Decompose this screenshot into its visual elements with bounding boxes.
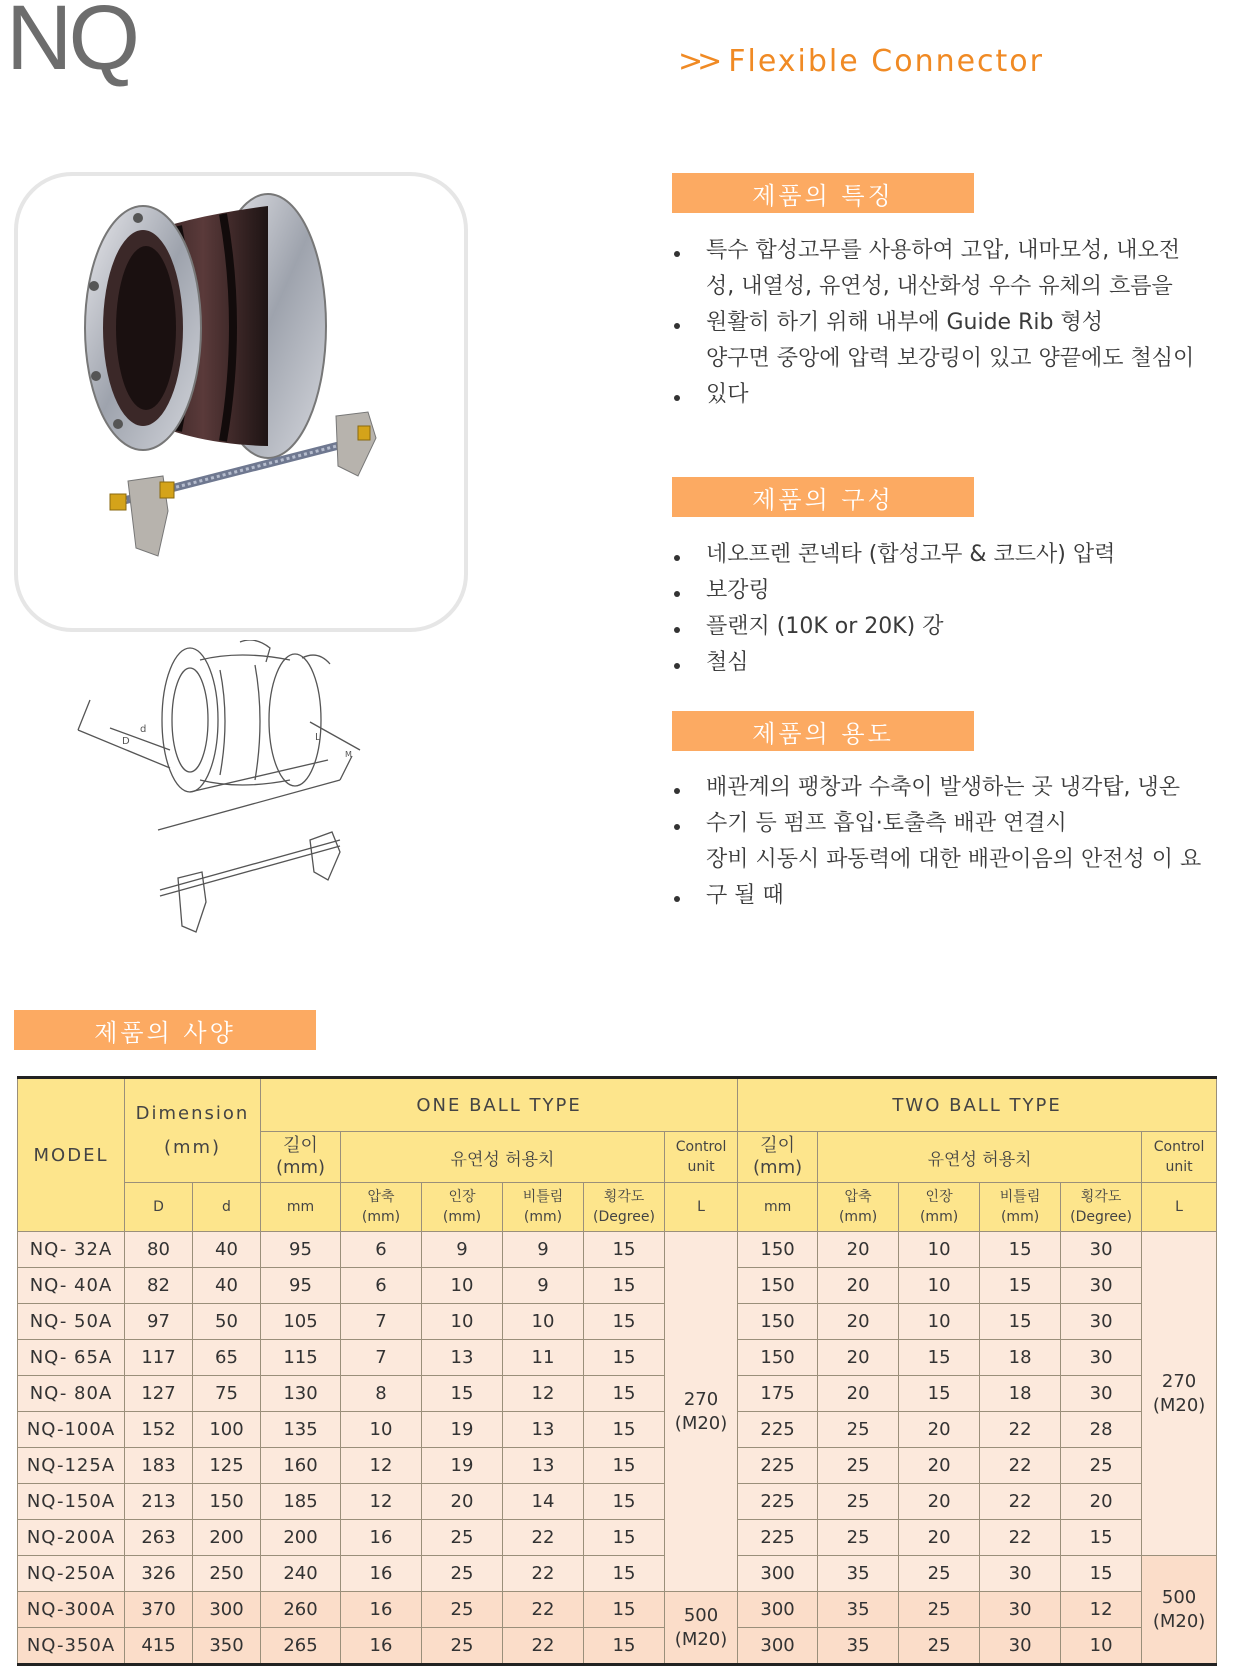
control-value: 270	[1161, 1370, 1197, 1392]
two-ball-cell: 20	[899, 1412, 980, 1448]
two-ball-cell: 150	[738, 1268, 818, 1304]
two-ball-cell: 20	[899, 1484, 980, 1520]
header-two-length-label: 길이	[760, 1135, 795, 1156]
one-ball-cell: 15	[584, 1268, 665, 1304]
header-two-twist-unit: (mm)	[1000, 1209, 1040, 1225]
model-cell: NQ-250A	[18, 1556, 125, 1592]
header-dimension-unit: (mm)	[163, 1136, 222, 1158]
one-ball-cell: 15	[584, 1340, 665, 1376]
one-ball-cell: 135	[261, 1412, 341, 1448]
dim-D-cell: 326	[125, 1556, 193, 1592]
one-ball-cell: 15	[584, 1556, 665, 1592]
model-cell: NQ- 80A	[18, 1376, 125, 1412]
header-one-tension	[422, 1183, 503, 1232]
two-ball-cell: 30	[1061, 1340, 1142, 1376]
table-row	[18, 1412, 1217, 1448]
two-ball-cell: 25	[899, 1556, 980, 1592]
header-one-length-unit: (mm)	[275, 1157, 326, 1178]
spec-table-body	[18, 1232, 1217, 1665]
model-cell: NQ-200A	[18, 1520, 125, 1556]
two-ball-cell: 35	[818, 1628, 899, 1665]
header-two-compress	[818, 1183, 899, 1232]
header-two-twist-label: 비틀림	[999, 1189, 1041, 1205]
model-cell: NQ-350A	[18, 1628, 125, 1665]
label-M: M	[345, 750, 352, 759]
one-ball-cell: 265	[261, 1628, 341, 1665]
list-item: 구 될 때	[672, 878, 1201, 914]
one-ball-cell: 16	[341, 1520, 422, 1556]
two-ball-cell: 150	[738, 1340, 818, 1376]
one-ball-cell: 10	[422, 1268, 503, 1304]
control-bolt: (M20)	[1152, 1610, 1206, 1632]
one-ball-cell: 95	[261, 1268, 341, 1304]
model-cell: NQ-300A	[18, 1592, 125, 1628]
product-photo-illustration	[18, 176, 464, 628]
header-two-mm: mm	[738, 1183, 818, 1232]
model-cell: NQ-125A	[18, 1448, 125, 1484]
header-two-tension-label: 인장	[925, 1189, 953, 1205]
header-two-tension	[899, 1183, 980, 1232]
header-one-control	[665, 1132, 738, 1183]
label-L: L	[315, 732, 321, 743]
header-one-control-label: Control	[675, 1139, 727, 1155]
one-ball-cell: 15	[584, 1232, 665, 1268]
model-cell: NQ- 50A	[18, 1304, 125, 1340]
header-two-tension-unit: (mm)	[919, 1209, 959, 1225]
dim-d-cell: 75	[193, 1376, 261, 1412]
two-ball-cell: 30	[980, 1628, 1061, 1665]
one-ball-cell: 9	[422, 1232, 503, 1268]
one-ball-cell: 10	[341, 1412, 422, 1448]
one-ball-cell: 15	[584, 1592, 665, 1628]
one-ball-cell: 12	[341, 1448, 422, 1484]
one-ball-cell: 105	[261, 1304, 341, 1340]
features-tag: 제품의 특징	[672, 173, 974, 213]
header-dimension-label: Dimension	[135, 1102, 250, 1124]
table-row	[18, 1304, 1217, 1340]
two-ball-cell: 225	[738, 1448, 818, 1484]
two-ball-cell: 15	[980, 1268, 1061, 1304]
usage-tag: 제품의 용도	[672, 711, 974, 751]
two-ball-cell: 30	[1061, 1304, 1142, 1340]
one-ball-cell: 22	[503, 1556, 584, 1592]
one-ball-cell: 25	[422, 1592, 503, 1628]
two-ball-cell: 10	[1061, 1628, 1142, 1665]
two-ball-cell: 20	[899, 1520, 980, 1556]
table-row	[18, 1376, 1217, 1412]
header-two-compress-unit: (mm)	[838, 1209, 878, 1225]
two-ball-cell: 30	[980, 1592, 1061, 1628]
list-item: 플랜지 (10K or 20K) 강	[672, 609, 1115, 645]
composition-tag: 제품의 구성	[672, 477, 974, 517]
header-two-angular-unit: (Degree)	[1070, 1209, 1133, 1225]
two-ball-cell: 12	[1061, 1592, 1142, 1628]
two-ball-cell: 25	[899, 1628, 980, 1665]
header-dimension	[125, 1078, 261, 1183]
two-ball-cell: 25	[818, 1520, 899, 1556]
one-ball-cell: 22	[503, 1628, 584, 1665]
one-ball-cell: 200	[261, 1520, 341, 1556]
one-ball-cell: 22	[503, 1520, 584, 1556]
one-ball-cell: 12	[503, 1376, 584, 1412]
table-row	[18, 1556, 1217, 1592]
two-ball-cell: 30	[1061, 1268, 1142, 1304]
two-ball-cell: 300	[738, 1592, 818, 1628]
header-one-angular	[584, 1183, 665, 1232]
two-ball-cell: 20	[1061, 1484, 1142, 1520]
two-ball-cell: 15	[899, 1340, 980, 1376]
header-one-twist-unit: (mm)	[523, 1209, 563, 1225]
two-ball-cell: 225	[738, 1484, 818, 1520]
two-ball-cell: 10	[899, 1232, 980, 1268]
dim-d-cell: 40	[193, 1268, 261, 1304]
model-cell: NQ-100A	[18, 1412, 125, 1448]
header-two-control-unit: unit	[1165, 1159, 1193, 1175]
model-cell: NQ- 32A	[18, 1232, 125, 1268]
two-ball-cell: 10	[899, 1268, 980, 1304]
header-one-L: L	[665, 1183, 738, 1232]
two-ball-cell: 25	[1061, 1448, 1142, 1484]
product-subtitle	[678, 44, 1044, 79]
chevron-right-icon: >>	[678, 44, 717, 79]
header-one-twist	[503, 1183, 584, 1232]
spec-tag: 제품의 사양	[14, 1010, 316, 1050]
dim-D-cell: 97	[125, 1304, 193, 1340]
dim-d-cell: 125	[193, 1448, 261, 1484]
two-ball-cell: 15	[1061, 1556, 1142, 1592]
list-item: 배관계의 팽창과 수축이 발생하는 곳 냉각탑, 냉온	[672, 770, 1201, 806]
dim-D-cell: 263	[125, 1520, 193, 1556]
two-ball-cell: 22	[980, 1484, 1061, 1520]
header-two-angular-label: 횡각도	[1080, 1189, 1122, 1205]
two-ball-cell: 300	[738, 1628, 818, 1665]
control-bolt: (M20)	[674, 1412, 728, 1434]
two-ball-cell: 150	[738, 1304, 818, 1340]
header-model: MODEL	[18, 1078, 125, 1232]
one-ball-cell: 9	[503, 1232, 584, 1268]
one-ball-cell: 10	[422, 1304, 503, 1340]
model-cell: NQ-150A	[18, 1484, 125, 1520]
model-cell: NQ- 40A	[18, 1268, 125, 1304]
one-ball-cell: 13	[422, 1340, 503, 1376]
two-ball-cell: 15	[980, 1232, 1061, 1268]
one-ball-cell: 22	[503, 1592, 584, 1628]
one-ball-cell: 16	[341, 1628, 422, 1665]
header-one-control-unit: unit	[687, 1159, 715, 1175]
one-ball-cell: 9	[503, 1268, 584, 1304]
dim-d-cell: 200	[193, 1520, 261, 1556]
dim-D-cell: 80	[125, 1232, 193, 1268]
two-ball-cell: 25	[899, 1592, 980, 1628]
one-ball-cell: 11	[503, 1340, 584, 1376]
list-item: 수기 등 펌프 흡입·토출측 배관 연결시	[672, 806, 1201, 842]
header-one-angular-unit: (Degree)	[593, 1209, 655, 1225]
two-ball-cell: 20	[818, 1232, 899, 1268]
dimension-diagram-drawing	[70, 640, 410, 960]
usage-list	[672, 770, 1201, 914]
one-ball-cell: 15	[584, 1412, 665, 1448]
subtitle-text: Flexible Connector	[728, 44, 1044, 79]
dim-D-cell: 152	[125, 1412, 193, 1448]
two-ball-cell: 35	[818, 1556, 899, 1592]
header-one-mm: mm	[261, 1183, 341, 1232]
two-ball-cell: 20	[899, 1448, 980, 1484]
header-two-length	[738, 1132, 818, 1183]
two-ball-cell: 175	[738, 1376, 818, 1412]
list-item: 장비 시동시 파동력에 대한 배관이음의 안전성 이 요	[706, 847, 1202, 872]
dim-D-cell: 415	[125, 1628, 193, 1665]
one-ball-cell: 15	[584, 1484, 665, 1520]
header-one-tension-unit: (mm)	[442, 1209, 482, 1225]
one-ball-cell: 16	[341, 1592, 422, 1628]
one-ball-cell: 10	[503, 1304, 584, 1340]
one-ball-cell: 12	[341, 1484, 422, 1520]
dim-d-cell: 100	[193, 1412, 261, 1448]
control-value: 270	[683, 1388, 719, 1410]
dim-d-cell: 250	[193, 1556, 261, 1592]
header-two-length-unit: (mm)	[753, 1157, 803, 1178]
table-row	[18, 1484, 1217, 1520]
one-ball-cell: 16	[341, 1556, 422, 1592]
two-ball-cell: 20	[818, 1340, 899, 1376]
dim-d-cell: 50	[193, 1304, 261, 1340]
header-one-twist-label: 비틀림	[522, 1189, 564, 1205]
two-ball-cell: 225	[738, 1412, 818, 1448]
header-one-length-label: 길이	[283, 1135, 318, 1156]
two-ball-cell: 30	[980, 1556, 1061, 1592]
header-two-twist	[980, 1183, 1061, 1232]
header-one-compress-unit: (mm)	[361, 1209, 401, 1225]
one-ball-cell: 25	[422, 1520, 503, 1556]
control-bolt: (M20)	[1152, 1394, 1206, 1416]
header-one-compress-label: 압축	[367, 1189, 395, 1205]
dim-d-cell: 150	[193, 1484, 261, 1520]
header-two-angular	[1061, 1183, 1142, 1232]
one-ball-cell: 185	[261, 1484, 341, 1520]
list-item: 네오프렌 콘넥타 (합성고무 & 코드사) 압력	[672, 537, 1115, 573]
spec-table	[17, 1076, 1217, 1666]
dim-d-cell: 350	[193, 1628, 261, 1665]
dim-D-cell: 127	[125, 1376, 193, 1412]
one-ball-cell: 8	[341, 1376, 422, 1412]
header-two-control-label: Control	[1153, 1139, 1205, 1155]
one-ball-cell: 15	[584, 1448, 665, 1484]
dim-D-cell: 370	[125, 1592, 193, 1628]
one-ball-cell: 6	[341, 1232, 422, 1268]
one-ball-cell: 115	[261, 1340, 341, 1376]
list-item: 철심	[672, 645, 1115, 681]
list-item: 성, 내열성, 유연성, 내산화성 우수 유체의 흐름을	[706, 274, 1173, 299]
header-two-tolerance: 유연성 허용치	[818, 1132, 1142, 1183]
dim-D-cell: 117	[125, 1340, 193, 1376]
one-ball-cell: 15	[584, 1520, 665, 1556]
one-ball-cell: 14	[503, 1484, 584, 1520]
dim-D-cell: 82	[125, 1268, 193, 1304]
two-ball-cell: 22	[980, 1448, 1061, 1484]
dim-d-cell: 40	[193, 1232, 261, 1268]
header-one-compress	[341, 1183, 422, 1232]
header-one-angular-label: 횡각도	[603, 1189, 645, 1205]
two-ball-cell: 20	[818, 1376, 899, 1412]
one-ball-cell: 13	[503, 1448, 584, 1484]
two-control-cell	[1142, 1556, 1217, 1665]
one-ball-cell: 19	[422, 1412, 503, 1448]
product-photo	[14, 172, 468, 632]
table-row	[18, 1268, 1217, 1304]
list-item: 특수 합성고무를 사용하여 고압, 내마모성, 내오전	[672, 233, 1194, 269]
two-ball-cell: 35	[818, 1592, 899, 1628]
header-two-control	[1142, 1132, 1217, 1183]
one-ball-cell: 160	[261, 1448, 341, 1484]
two-ball-cell: 20	[818, 1304, 899, 1340]
one-ball-cell: 240	[261, 1556, 341, 1592]
table-row	[18, 1448, 1217, 1484]
control-value: 500	[1161, 1586, 1197, 1608]
two-ball-cell: 25	[818, 1412, 899, 1448]
table-row	[18, 1340, 1217, 1376]
one-ball-cell: 95	[261, 1232, 341, 1268]
dimension-diagram	[70, 640, 410, 960]
features-list	[672, 233, 1194, 413]
dim-D-cell: 183	[125, 1448, 193, 1484]
control-value: 500	[683, 1604, 719, 1626]
dim-D-cell: 213	[125, 1484, 193, 1520]
two-control-cell	[1142, 1232, 1217, 1556]
control-bolt: (M20)	[674, 1628, 728, 1650]
two-ball-cell: 25	[818, 1448, 899, 1484]
label-d: d	[140, 724, 147, 735]
table-row	[18, 1592, 1217, 1628]
header-d: d	[193, 1183, 261, 1232]
one-ball-cell: 13	[503, 1412, 584, 1448]
header-two-compress-label: 압축	[844, 1189, 872, 1205]
header-one-tension-label: 인장	[448, 1189, 476, 1205]
one-ball-cell: 19	[422, 1448, 503, 1484]
header-one-length	[261, 1132, 341, 1183]
two-ball-cell: 30	[1061, 1376, 1142, 1412]
one-ball-cell: 15	[584, 1628, 665, 1665]
one-ball-cell: 15	[584, 1304, 665, 1340]
table-row	[18, 1628, 1217, 1665]
one-ball-cell: 130	[261, 1376, 341, 1412]
two-ball-cell: 22	[980, 1520, 1061, 1556]
one-ball-cell: 15	[584, 1376, 665, 1412]
two-ball-cell: 30	[1061, 1232, 1142, 1268]
one-control-cell	[665, 1232, 738, 1592]
two-ball-cell: 15	[980, 1304, 1061, 1340]
model-cell: NQ- 65A	[18, 1340, 125, 1376]
two-ball-cell: 25	[818, 1484, 899, 1520]
one-ball-cell: 25	[422, 1628, 503, 1665]
two-ball-cell: 20	[818, 1268, 899, 1304]
table-row	[18, 1232, 1217, 1268]
one-ball-cell: 6	[341, 1268, 422, 1304]
composition-list	[672, 537, 1115, 681]
two-ball-cell: 225	[738, 1520, 818, 1556]
one-ball-cell: 20	[422, 1484, 503, 1520]
one-ball-cell: 7	[341, 1304, 422, 1340]
two-ball-cell: 10	[899, 1304, 980, 1340]
two-ball-cell: 300	[738, 1556, 818, 1592]
two-ball-cell: 22	[980, 1412, 1061, 1448]
list-item: 보강링	[672, 573, 1115, 609]
header-D: D	[125, 1183, 193, 1232]
dim-d-cell: 65	[193, 1340, 261, 1376]
one-ball-cell: 25	[422, 1556, 503, 1592]
header-two-ball: TWO BALL TYPE	[738, 1078, 1217, 1132]
header-two-L: L	[1142, 1183, 1217, 1232]
list-item: 원활히 하기 위해 내부에 Guide Rib 형성	[672, 305, 1194, 341]
two-ball-cell: 15	[1061, 1520, 1142, 1556]
table-row	[18, 1520, 1217, 1556]
two-ball-cell: 28	[1061, 1412, 1142, 1448]
list-item: 양구면 중앙에 압력 보강링이 있고 양끝에도 철심이	[706, 346, 1195, 371]
dim-d-cell: 300	[193, 1592, 261, 1628]
one-control-cell	[665, 1592, 738, 1665]
model-title: NQ	[6, 0, 136, 89]
two-ball-cell: 150	[738, 1232, 818, 1268]
two-ball-cell: 18	[980, 1340, 1061, 1376]
list-item: 있다	[672, 377, 1194, 413]
two-ball-cell: 15	[899, 1376, 980, 1412]
header-one-tolerance: 유연성 허용치	[341, 1132, 665, 1183]
header-one-ball: ONE BALL TYPE	[261, 1078, 738, 1132]
one-ball-cell: 15	[422, 1376, 503, 1412]
two-ball-cell: 18	[980, 1376, 1061, 1412]
label-D: D	[122, 736, 130, 747]
one-ball-cell: 260	[261, 1592, 341, 1628]
one-ball-cell: 7	[341, 1340, 422, 1376]
